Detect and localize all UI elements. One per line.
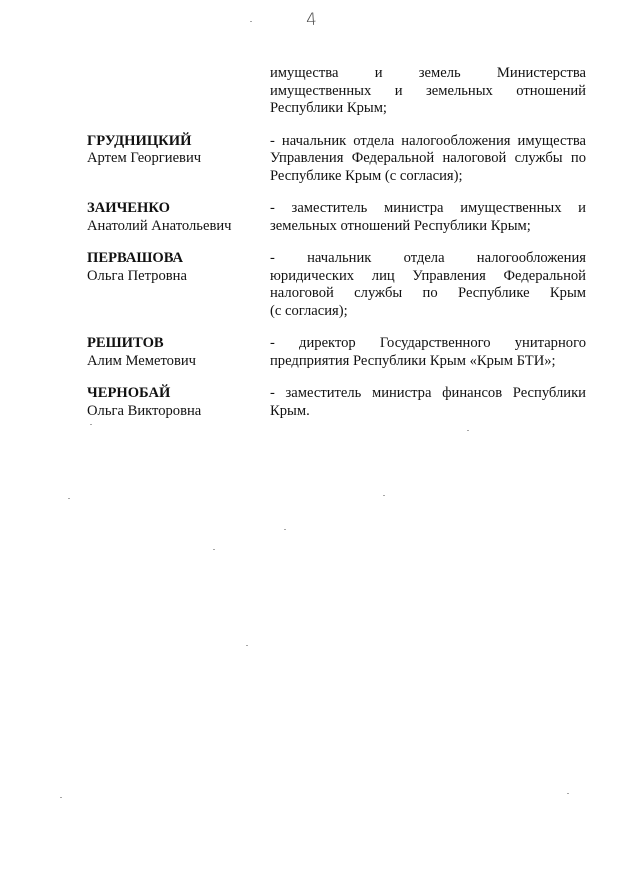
member-entry	[0, 133, 640, 186]
member-entry	[0, 385, 640, 420]
member-given-names: Алим Меметович	[87, 352, 197, 369]
member-position	[270, 200, 586, 235]
member-entry	[0, 335, 640, 370]
member-entry	[0, 200, 640, 235]
scan-speck	[246, 645, 248, 646]
member-given-names: Артем Георгиевич	[87, 150, 202, 166]
member-name	[87, 385, 270, 420]
continuation-entry	[0, 65, 640, 118]
member-given-names: Ольга Петровна	[87, 267, 187, 284]
text-line: Республике Крым (с согласия);	[270, 167, 463, 184]
text-line: - начальник отдела налогообложения	[270, 250, 586, 266]
text-line: - заместитель министра имущественных и	[270, 200, 586, 216]
text-line: (с согласия);	[270, 302, 348, 319]
scan-speck	[60, 797, 62, 798]
scan-speck	[68, 498, 70, 499]
member-name	[87, 200, 270, 235]
member-surname: РЕШИТОВ	[87, 335, 164, 351]
page-number: 4	[305, 9, 318, 31]
text-line: юридических лиц Управления Федеральной	[270, 267, 586, 284]
member-surname: ГРУДНИЦКИЙ	[87, 132, 192, 149]
scan-speck	[467, 430, 469, 431]
text-line: - начальник отдела налогообложения имущества	[270, 132, 586, 149]
text-line: имущественных и земельных отношений	[270, 82, 586, 99]
scan-speck	[213, 549, 215, 550]
text-line: Управления Федеральной налоговой службы по	[270, 150, 586, 166]
text-line: имущества и земель Министерства	[270, 65, 586, 81]
text-line: Республики Крым;	[270, 100, 387, 116]
member-position	[270, 250, 586, 320]
text-line: земельных отношений Республики Крым;	[270, 217, 531, 234]
member-position	[270, 335, 586, 370]
member-name	[87, 133, 270, 186]
continuation-text	[270, 65, 586, 118]
text-line: предприятия Республики Крым «Крым БТИ»;	[270, 352, 556, 369]
member-entry	[0, 250, 640, 320]
member-given-names: Анатолий Анатольевич	[87, 217, 232, 234]
member-list	[0, 65, 640, 435]
member-name	[87, 335, 270, 370]
member-given-names: Ольга Викторовна	[87, 402, 202, 419]
continuation-left-spacer	[87, 65, 270, 118]
member-position	[270, 385, 586, 420]
member-name	[87, 250, 270, 320]
scan-speck	[284, 529, 286, 530]
text-line: налоговой службы по Республике Крым	[270, 285, 586, 301]
member-surname: ПЕРВАШОВА	[87, 250, 184, 266]
text-line: - заместитель министра финансов Республики	[270, 385, 586, 401]
scan-speck	[90, 424, 92, 425]
scan-speck	[250, 21, 252, 22]
scan-speck	[567, 793, 569, 794]
member-position	[270, 133, 586, 186]
scan-speck	[383, 495, 385, 496]
text-line: Крым.	[270, 402, 310, 419]
text-line: - директор Государственного унитарного	[270, 335, 586, 351]
member-surname: ЗАИЧЕНКО	[87, 200, 170, 216]
member-surname: ЧЕРНОБАЙ	[87, 385, 171, 401]
